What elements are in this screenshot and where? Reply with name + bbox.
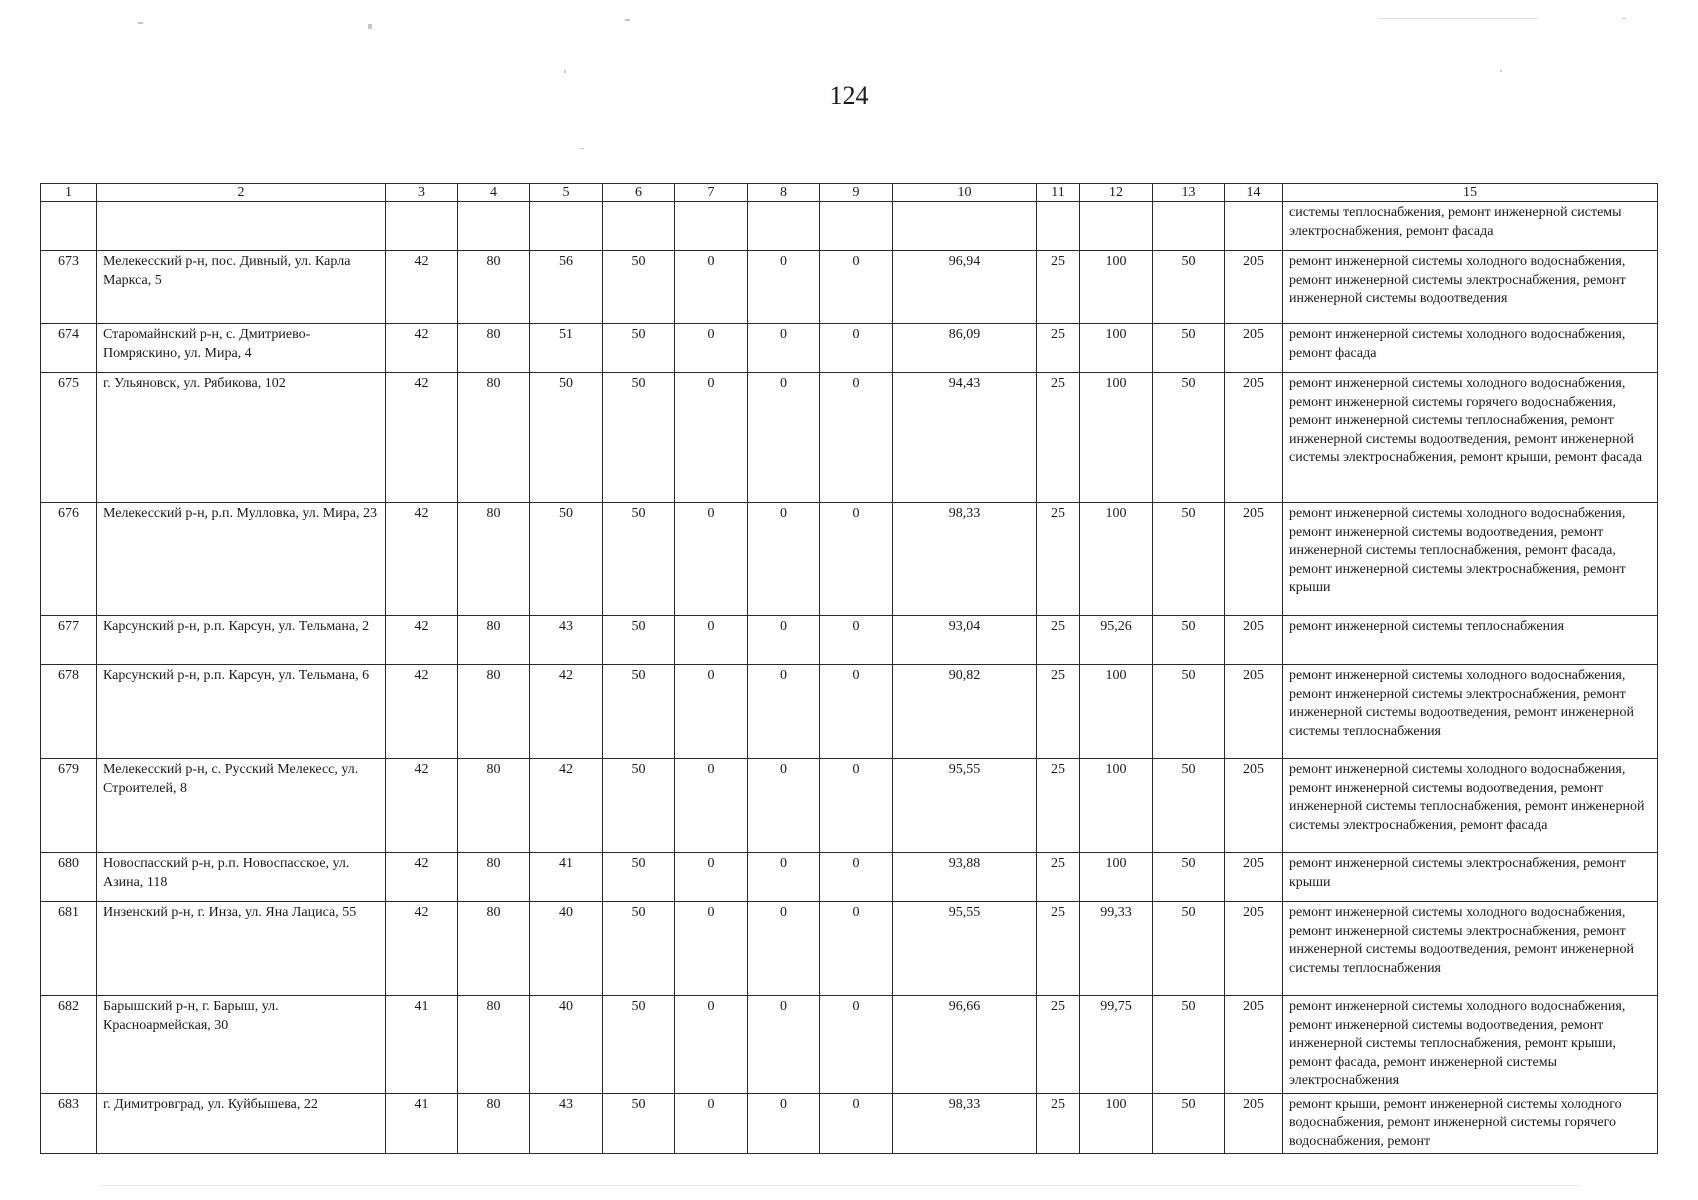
- table-cell: 50: [1153, 665, 1225, 759]
- table-cell: 42: [386, 251, 458, 324]
- column-header-9: 9: [820, 184, 893, 202]
- table-cell: 80: [458, 902, 530, 996]
- row-number-cell: 683: [41, 1093, 97, 1154]
- table-cell: 100: [1080, 665, 1153, 759]
- row-number-cell: 678: [41, 665, 97, 759]
- table-cell: 98,33: [893, 1093, 1037, 1154]
- table-cell: 0: [820, 1093, 893, 1154]
- table-cell: 0: [675, 324, 748, 373]
- table-cell: 0: [748, 665, 820, 759]
- column-header-8: 8: [748, 184, 820, 202]
- table-cell: 0: [748, 503, 820, 616]
- address-cell: Мелекесский р-н, р.п. Мулловка, ул. Мира, 23: [97, 503, 386, 616]
- table-cell: 205: [1225, 1093, 1283, 1154]
- table-cell: 205: [1225, 853, 1283, 902]
- table-cell: 0: [748, 853, 820, 902]
- table-cell: 50: [603, 503, 675, 616]
- table-cell: 50: [530, 503, 603, 616]
- table-cell: 0: [675, 503, 748, 616]
- table-cell: 25: [1037, 1093, 1080, 1154]
- table-cell: [458, 202, 530, 251]
- table-cell: 42: [386, 616, 458, 665]
- table-cell: 50: [603, 251, 675, 324]
- column-header-4: 4: [458, 184, 530, 202]
- table-cell: [1080, 202, 1153, 251]
- table-cell: 80: [458, 324, 530, 373]
- table-cell: [675, 202, 748, 251]
- table-cell: 50: [603, 616, 675, 665]
- table-row: [41, 759, 1658, 853]
- table-cell: 0: [675, 251, 748, 324]
- table-cell: 25: [1037, 503, 1080, 616]
- table-cell: 0: [675, 373, 748, 503]
- table-cell: [386, 202, 458, 251]
- data-table: [40, 183, 1658, 1154]
- table-cell: 0: [820, 503, 893, 616]
- table-cell: 98,33: [893, 503, 1037, 616]
- address-cell: Карсунский р-н, р.п. Карсун, ул. Тельмана, 2: [97, 616, 386, 665]
- table-cell: 50: [603, 1093, 675, 1154]
- table-cell: 0: [675, 665, 748, 759]
- table-cell: 80: [458, 1093, 530, 1154]
- table-cell: 0: [820, 902, 893, 996]
- table-cell: 100: [1080, 373, 1153, 503]
- table-cell: 0: [675, 1093, 748, 1154]
- data-table-container: [40, 183, 1657, 1154]
- table-cell: 0: [675, 759, 748, 853]
- address-cell: [97, 202, 386, 251]
- table-cell: 42: [386, 665, 458, 759]
- works-description-cell: ремонт инженерной системы холодного водоснабжения, ремонт инженерной системы электроснабжения, ремонт инженерной системы водоотведения: [1283, 251, 1658, 324]
- row-number-cell: 677: [41, 616, 97, 665]
- table-cell: 50: [1153, 759, 1225, 853]
- column-header-13: 13: [1153, 184, 1225, 202]
- scan-artifact: [1378, 18, 1538, 19]
- table-cell: 0: [820, 616, 893, 665]
- table-cell: 0: [675, 902, 748, 996]
- table-cell: 0: [675, 996, 748, 1094]
- table-cell: 205: [1225, 616, 1283, 665]
- table-body: [41, 202, 1658, 1154]
- table-cell: 205: [1225, 996, 1283, 1094]
- table-cell: 50: [1153, 251, 1225, 324]
- table-cell: 25: [1037, 616, 1080, 665]
- row-number-cell: 682: [41, 996, 97, 1094]
- table-cell: 0: [748, 616, 820, 665]
- table-cell: 41: [386, 996, 458, 1094]
- works-description-cell: ремонт инженерной системы холодного водоснабжения, ремонт инженерной системы водоотведения, ремонт инженерной системы теплоснабжения, ремонт фасада, ремонт инженерной системы электроснабжения, ремонт крыши: [1283, 503, 1658, 616]
- table-cell: 42: [386, 503, 458, 616]
- table-cell: 80: [458, 665, 530, 759]
- works-description-cell: ремонт инженерной системы холодного водоснабжения, ремонт инженерной системы электроснабжения, ремонт инженерной системы водоотведения, ремонт инженерной системы теплоснабжения: [1283, 665, 1658, 759]
- table-cell: 80: [458, 759, 530, 853]
- table-cell: 0: [820, 996, 893, 1094]
- table-cell: 50: [603, 759, 675, 853]
- scan-artifact: [564, 70, 566, 73]
- table-cell: [1153, 202, 1225, 251]
- table-cell: 0: [820, 373, 893, 503]
- scan-artifact: [1500, 70, 1502, 72]
- table-cell: 51: [530, 324, 603, 373]
- table-cell: 25: [1037, 665, 1080, 759]
- table-cell: 56: [530, 251, 603, 324]
- table-cell: 0: [820, 759, 893, 853]
- column-header-5: 5: [530, 184, 603, 202]
- table-cell: 205: [1225, 902, 1283, 996]
- table-cell: 100: [1080, 759, 1153, 853]
- table-cell: 40: [530, 996, 603, 1094]
- table-cell: 50: [603, 996, 675, 1094]
- table-cell: 25: [1037, 251, 1080, 324]
- works-description-cell: ремонт крыши, ремонт инженерной системы холодного водоснабжения, ремонт инженерной системы горячего водоснабжения, ремонт: [1283, 1093, 1658, 1154]
- table-cell: 0: [748, 759, 820, 853]
- table-cell: 42: [386, 759, 458, 853]
- scan-artifact: [368, 24, 372, 29]
- table-row: [41, 324, 1658, 373]
- table-cell: 0: [675, 616, 748, 665]
- table-cell: 25: [1037, 324, 1080, 373]
- table-cell: 25: [1037, 853, 1080, 902]
- row-number-cell: 673: [41, 251, 97, 324]
- table-cell: 0: [820, 853, 893, 902]
- table-cell: 41: [386, 1093, 458, 1154]
- table-cell: 0: [748, 996, 820, 1094]
- column-header-3: 3: [386, 184, 458, 202]
- table-cell: 50: [603, 665, 675, 759]
- address-cell: Инзенский р-н, г. Инза, ул. Яна Лациса, 55: [97, 902, 386, 996]
- works-description-cell: ремонт инженерной системы электроснабжения, ремонт крыши: [1283, 853, 1658, 902]
- table-cell: 42: [530, 759, 603, 853]
- table-cell: 205: [1225, 324, 1283, 373]
- table-cell: [1225, 202, 1283, 251]
- scan-artifact: [580, 148, 584, 149]
- table-cell: 50: [603, 324, 675, 373]
- address-cell: Карсунский р-н, р.п. Карсун, ул. Тельмана, 6: [97, 665, 386, 759]
- table-cell: 50: [1153, 902, 1225, 996]
- scan-artifact: [100, 1185, 1580, 1186]
- table-cell: 50: [1153, 1093, 1225, 1154]
- works-description-cell: ремонт инженерной системы холодного водоснабжения, ремонт инженерной системы электроснабжения, ремонт инженерной системы водоотведения, ремонт инженерной системы теплоснабжения: [1283, 902, 1658, 996]
- table-cell: 205: [1225, 503, 1283, 616]
- table-row: [41, 853, 1658, 902]
- address-cell: г. Ульяновск, ул. Рябикова, 102: [97, 373, 386, 503]
- table-header-row: [41, 184, 1658, 202]
- table-cell: 205: [1225, 759, 1283, 853]
- table-cell: 40: [530, 902, 603, 996]
- table-row: [41, 902, 1658, 996]
- table-cell: 42: [386, 902, 458, 996]
- table-cell: 100: [1080, 1093, 1153, 1154]
- table-cell: 100: [1080, 503, 1153, 616]
- table-cell: 80: [458, 503, 530, 616]
- address-cell: Мелекесский р-н, с. Русский Мелекесс, ул. Строителей, 8: [97, 759, 386, 853]
- table-cell: 50: [603, 853, 675, 902]
- table-cell: 42: [530, 665, 603, 759]
- table-cell: 100: [1080, 324, 1153, 373]
- table-row: [41, 1093, 1658, 1154]
- scan-artifact: [625, 19, 630, 21]
- address-cell: Старомайнский р-н, с. Дмитриево-Помряскино, ул. Мира, 4: [97, 324, 386, 373]
- table-cell: 50: [603, 373, 675, 503]
- table-cell: 0: [748, 324, 820, 373]
- table-cell: 50: [530, 373, 603, 503]
- column-header-7: 7: [675, 184, 748, 202]
- table-cell: 100: [1080, 251, 1153, 324]
- table-cell: 99,33: [1080, 902, 1153, 996]
- column-header-14: 14: [1225, 184, 1283, 202]
- table-cell: 42: [386, 373, 458, 503]
- table-cell: 80: [458, 616, 530, 665]
- table-row: [41, 202, 1658, 251]
- table-cell: 50: [1153, 616, 1225, 665]
- table-cell: [893, 202, 1037, 251]
- works-description-cell: ремонт инженерной системы холодного водоснабжения, ремонт фасада: [1283, 324, 1658, 373]
- works-description-cell: ремонт инженерной системы холодного водоснабжения, ремонт инженерной системы горячего водоснабжения, ремонт инженерной системы теплоснабжения, ремонт инженерной системы водоотведения, ремонт инженерной системы электроснабжения, ремонт крыши, ремонт фасада: [1283, 373, 1658, 503]
- table-row: [41, 616, 1658, 665]
- column-header-10: 10: [893, 184, 1037, 202]
- table-cell: 42: [386, 853, 458, 902]
- table-cell: 99,75: [1080, 996, 1153, 1094]
- table-cell: 50: [1153, 324, 1225, 373]
- table-cell: 93,88: [893, 853, 1037, 902]
- table-row: [41, 503, 1658, 616]
- row-number-cell: 681: [41, 902, 97, 996]
- works-description-cell: ремонт инженерной системы теплоснабжения: [1283, 616, 1658, 665]
- table-cell: [530, 202, 603, 251]
- table-cell: 80: [458, 251, 530, 324]
- table-cell: 95,26: [1080, 616, 1153, 665]
- table-cell: 80: [458, 853, 530, 902]
- table-row: [41, 373, 1658, 503]
- table-cell: 0: [820, 665, 893, 759]
- row-number-cell: 676: [41, 503, 97, 616]
- scan-artifact: [138, 22, 143, 24]
- table-cell: 90,82: [893, 665, 1037, 759]
- column-header-11: 11: [1037, 184, 1080, 202]
- row-number-cell: 679: [41, 759, 97, 853]
- table-cell: 50: [603, 902, 675, 996]
- table-cell: 42: [386, 324, 458, 373]
- table-cell: 0: [675, 853, 748, 902]
- table-cell: 0: [820, 251, 893, 324]
- table-cell: 100: [1080, 853, 1153, 902]
- address-cell: Мелекесский р-н, пос. Дивный, ул. Карла Маркса, 5: [97, 251, 386, 324]
- table-cell: 41: [530, 853, 603, 902]
- table-cell: 25: [1037, 902, 1080, 996]
- address-cell: Барышский р-н, г. Барыш, ул. Красноармейская, 30: [97, 996, 386, 1094]
- table-cell: 96,66: [893, 996, 1037, 1094]
- table-cell: 43: [530, 1093, 603, 1154]
- table-cell: 80: [458, 996, 530, 1094]
- table-cell: 96,94: [893, 251, 1037, 324]
- row-number-cell: 680: [41, 853, 97, 902]
- column-header-2: 2: [97, 184, 386, 202]
- table-cell: 25: [1037, 996, 1080, 1094]
- table-cell: [820, 202, 893, 251]
- table-cell: [1037, 202, 1080, 251]
- table-cell: 25: [1037, 373, 1080, 503]
- table-cell: 0: [748, 251, 820, 324]
- table-cell: [603, 202, 675, 251]
- column-header-1: 1: [41, 184, 97, 202]
- works-description-cell: ремонт инженерной системы холодного водоснабжения, ремонт инженерной системы водоотведения, ремонт инженерной системы теплоснабжения, ремонт инженерной системы электроснабжения, ремонт фасада: [1283, 759, 1658, 853]
- scan-artifact: [1622, 18, 1626, 19]
- table-cell: 0: [748, 1093, 820, 1154]
- works-description-cell: системы теплоснабжения, ремонт инженерной системы электроснабжения, ремонт фасада: [1283, 202, 1658, 251]
- row-number-cell: [41, 202, 97, 251]
- table-cell: 43: [530, 616, 603, 665]
- table-cell: 0: [748, 373, 820, 503]
- table-cell: 25: [1037, 759, 1080, 853]
- page-number: 124: [829, 81, 869, 110]
- table-cell: 205: [1225, 665, 1283, 759]
- table-cell: [748, 202, 820, 251]
- table-row: [41, 251, 1658, 324]
- table-cell: 50: [1153, 503, 1225, 616]
- table-cell: 80: [458, 373, 530, 503]
- table-cell: 205: [1225, 373, 1283, 503]
- table-cell: 205: [1225, 251, 1283, 324]
- table-cell: 93,04: [893, 616, 1037, 665]
- address-cell: г. Димитровград, ул. Куйбышева, 22: [97, 1093, 386, 1154]
- table-cell: 95,55: [893, 759, 1037, 853]
- row-number-cell: 675: [41, 373, 97, 503]
- table-cell: 50: [1153, 853, 1225, 902]
- table-cell: 95,55: [893, 902, 1037, 996]
- address-cell: Новоспасский р-н, р.п. Новоспасское, ул. Азина, 118: [97, 853, 386, 902]
- table-cell: 86,09: [893, 324, 1037, 373]
- table-row: [41, 665, 1658, 759]
- column-header-15: 15: [1283, 184, 1658, 202]
- row-number-cell: 674: [41, 324, 97, 373]
- table-cell: 94,43: [893, 373, 1037, 503]
- column-header-12: 12: [1080, 184, 1153, 202]
- table-cell: 50: [1153, 996, 1225, 1094]
- table-row: [41, 996, 1658, 1094]
- table-cell: 0: [748, 902, 820, 996]
- column-header-6: 6: [603, 184, 675, 202]
- table-cell: 0: [820, 324, 893, 373]
- works-description-cell: ремонт инженерной системы холодного водоснабжения, ремонт инженерной системы водоотведения, ремонт инженерной системы теплоснабжения, ремонт крыши, ремонт фасада, ремонт инженерной системы электроснабжения: [1283, 996, 1658, 1094]
- table-cell: 50: [1153, 373, 1225, 503]
